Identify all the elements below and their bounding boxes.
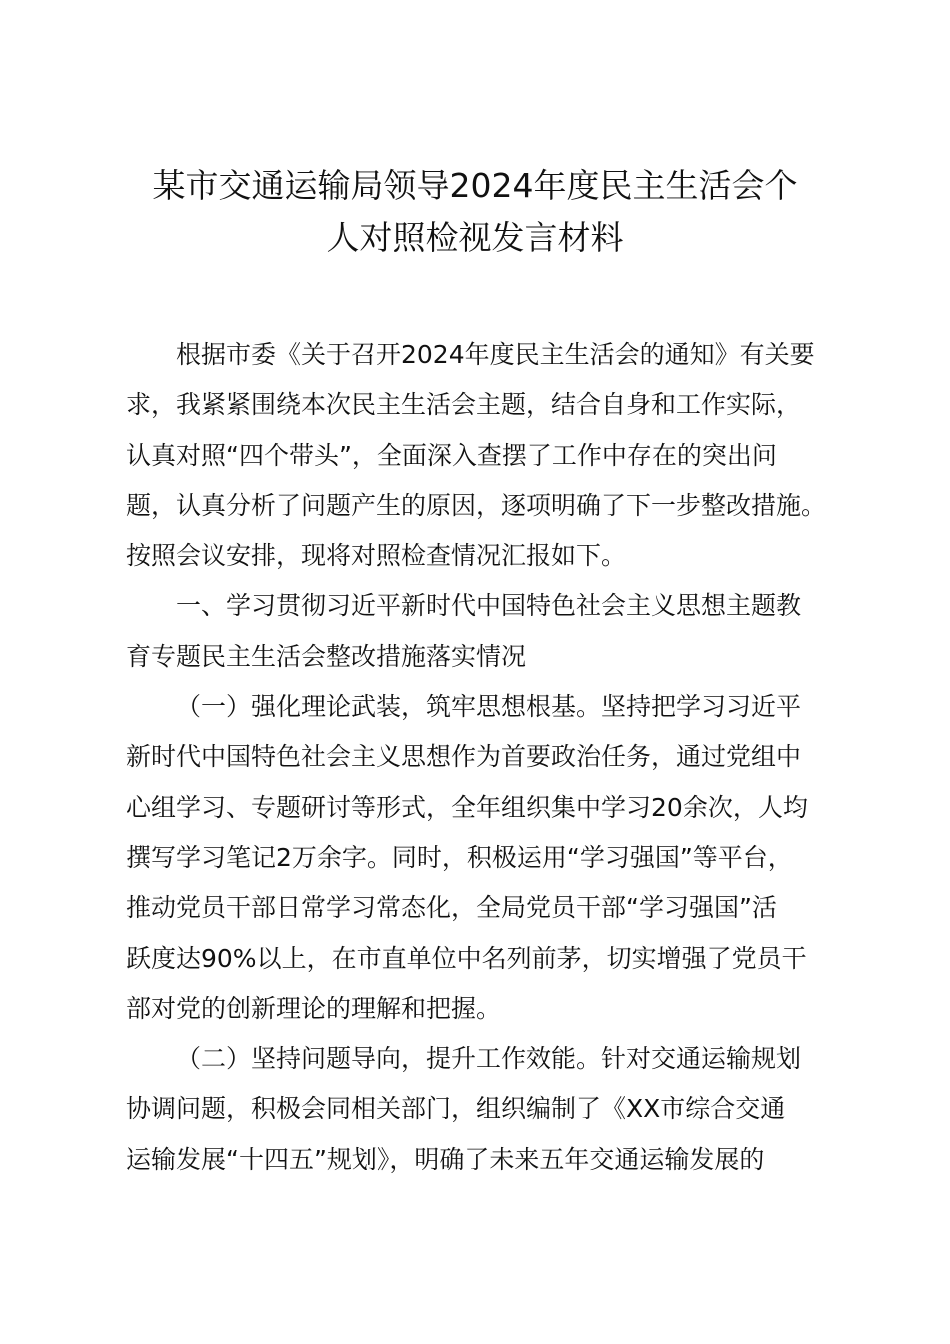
text-line: 撰写学习笔记2万余字。同时，积极运用“学习强国”等平台， xyxy=(126,842,793,872)
text-line: 一、学习贯彻习近平新时代中国特色社会主义思想主题教 xyxy=(176,591,802,621)
paragraph-theory-arming xyxy=(126,682,834,1034)
text-line: （二）坚持问题导向，提升工作效能。针对交通运输规划 xyxy=(176,1044,802,1074)
text-line: 协调问题，积极会同相关部门，组织编制了《XX市综合交通 xyxy=(126,1094,786,1124)
paragraph-intro xyxy=(126,330,834,581)
document-title xyxy=(110,160,840,264)
text-line: 根据市委《关于召开2024年度民主生活会的通知》有关要 xyxy=(176,340,815,369)
text-line: 认真对照“四个带头”，全面深入查摆了工作中存在的突出问 xyxy=(126,440,777,470)
text-line: 运输发展“十四五”规划》，明确了未来五年交通运输发展的 xyxy=(126,1144,765,1174)
section-heading-1 xyxy=(126,581,834,682)
text-line: 新时代中国特色社会主义思想作为首要政治任务，通过党组中 xyxy=(126,742,802,772)
text-line: 按照会议安排，现将对照检查情况汇报如下。 xyxy=(126,541,627,571)
text-line: 跃度达90%以上，在市直单位中名列前茅，切实增强了党员干 xyxy=(126,943,807,973)
text-line: 部对党的创新理论的理解和把握。 xyxy=(126,993,502,1023)
title-line-2: 人对照检视发言材料 xyxy=(326,218,624,257)
text-line: 题，认真分析了问题产生的原因，逐项明确了下一步整改措施。 xyxy=(126,490,827,520)
text-line: 推动党员干部日常学习常态化，全局党员干部“学习强国”活 xyxy=(126,893,777,923)
paragraph-problem-orientation xyxy=(126,1034,834,1185)
text-line: 求，我紧紧围绕本次民主生活会主题，结合自身和工作实际， xyxy=(126,390,802,420)
text-line: 心组学习、专题研讨等形式，全年组织集中学习20余次，人均 xyxy=(126,792,808,822)
text-line: （一）强化理论武装，筑牢思想根基。坚持把学习习近平 xyxy=(176,692,802,722)
title-line-1: 某市交通运输局领导2024年度民主生活会个 xyxy=(152,166,798,205)
text-line: 育专题民主生活会整改措施落实情况 xyxy=(126,641,527,671)
document-body xyxy=(126,330,834,1185)
